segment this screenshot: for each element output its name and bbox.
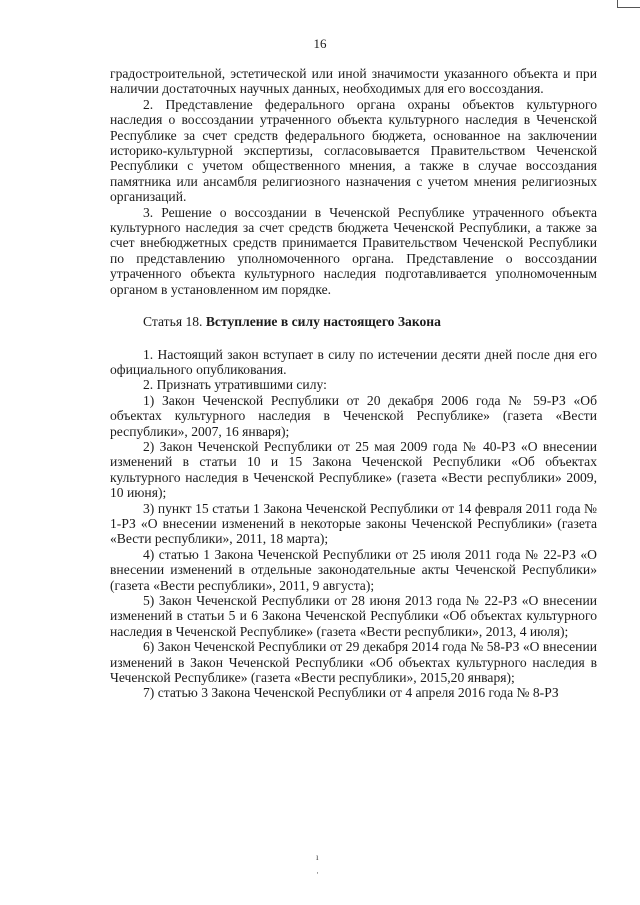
repealed-item-2: 2) Закон Чеченской Республики от 25 мая 2009 года № 40-РЗ «О внесении изменений в статьи 10 и 15 Закона Чеченской Республики «Об объектах культурного наследия в Чеченской Республике» (газета «Вести республики» 2009, 10 июня); bbox=[110, 438, 597, 501]
repealed-item-7: 7) статью 3 Закона Чеченской Республики от 4 апреля 2016 года № 8-РЗ bbox=[143, 685, 559, 701]
repealed-item-5: 5) Закон Чеченской Республики от 28 июня 2013 года № 22-РЗ «О внесении изменений в статьи 5 и 6 Закона Чеченской Республики «Об объектах культурного наследия в Чеченской Республике» (газета «Вести республики», 2013, 4 июля); bbox=[110, 593, 597, 639]
article-heading bbox=[110, 314, 597, 329]
repealed-item-6: 6) Закон Чеченской Республики от 29 декабря 2014 года № 58-РЗ «О внесении изменений в Закон Чеченской Республики «Об объектах культурного наследия в Чеченской Республике» (газета «Вести республики», 2015,20 января); bbox=[110, 639, 597, 686]
repealed-item-1: 1) Закон Чеченской Республики от 20 декабря 2006 года № 59-РЗ «Об объектах культурного наследия в Чеченской Республике» (газета «Вести республики», 2007, 16 января); bbox=[110, 392, 597, 439]
article-paragraph-2: 2. Признать утратившими силу: bbox=[143, 377, 327, 393]
paragraph-item-2: 2. Представление федерального органа охраны объектов культурного наследия о воссоздании утраченного объекта культурного наследия в Чеченской Республике за счет средств федерального бюджета, основанное на заключении историко-культурной экспертизы, согласовывается Правительством Чеченской Республики с учетом общественного мнения, а также в случае воссоздания памятника или ансамбля религиозного назначения с учетом мнения религиозных организаций. bbox=[110, 96, 597, 205]
repealed-item-3: 3) пункт 15 статьи 1 Закона Чеченской Республики от 14 февраля 2011 года № 1-РЗ «О внесении изменений в некоторые законы Чеченской Республики» (газета «Вести республики», 2011, 18 марта); bbox=[110, 500, 597, 547]
paragraph-item-3: 3. Решение о воссоздании в Чеченской Республике утраченного объекта культурного наследия за счет средств бюджета Чеченской Республики, а также за счет внебюджетных средств принимается Правительством Чеченской Республики по представлению уполномоченного органа. Представление о воссоздании утраченного объекта культурного наследия подготавливается уполномоченным органом в установленном им порядке. bbox=[110, 204, 597, 297]
article-title: Вступление в силу настоящего Закона bbox=[205, 314, 441, 330]
document-body bbox=[110, 66, 597, 701]
article-number: Статья 18. bbox=[143, 314, 206, 330]
scan-artifact-mark: · bbox=[316, 868, 319, 878]
repealed-item-4: 4) статью 1 Закона Чеченской Республики от 25 июля 2011 года № 22-РЗ «О внесении изменений в отдельные законодательные акты Чеченской Республики» (газета «Вести республики», 2011, 9 августа); bbox=[110, 546, 597, 593]
scan-artifact-mark: ı bbox=[316, 852, 319, 862]
scan-corner-mark bbox=[617, 0, 640, 8]
article-paragraph-1: 1. Настоящий закон вступает в силу по истечении десяти дней после дня его официального опубликования. bbox=[110, 346, 597, 377]
page-number: 16 bbox=[313, 36, 327, 51]
paragraph-continuation: градостроительной, эстетической или иной значимости указанного объекта и при наличии достаточных научных данных, необходимых для его воссоздания. bbox=[110, 66, 597, 97]
